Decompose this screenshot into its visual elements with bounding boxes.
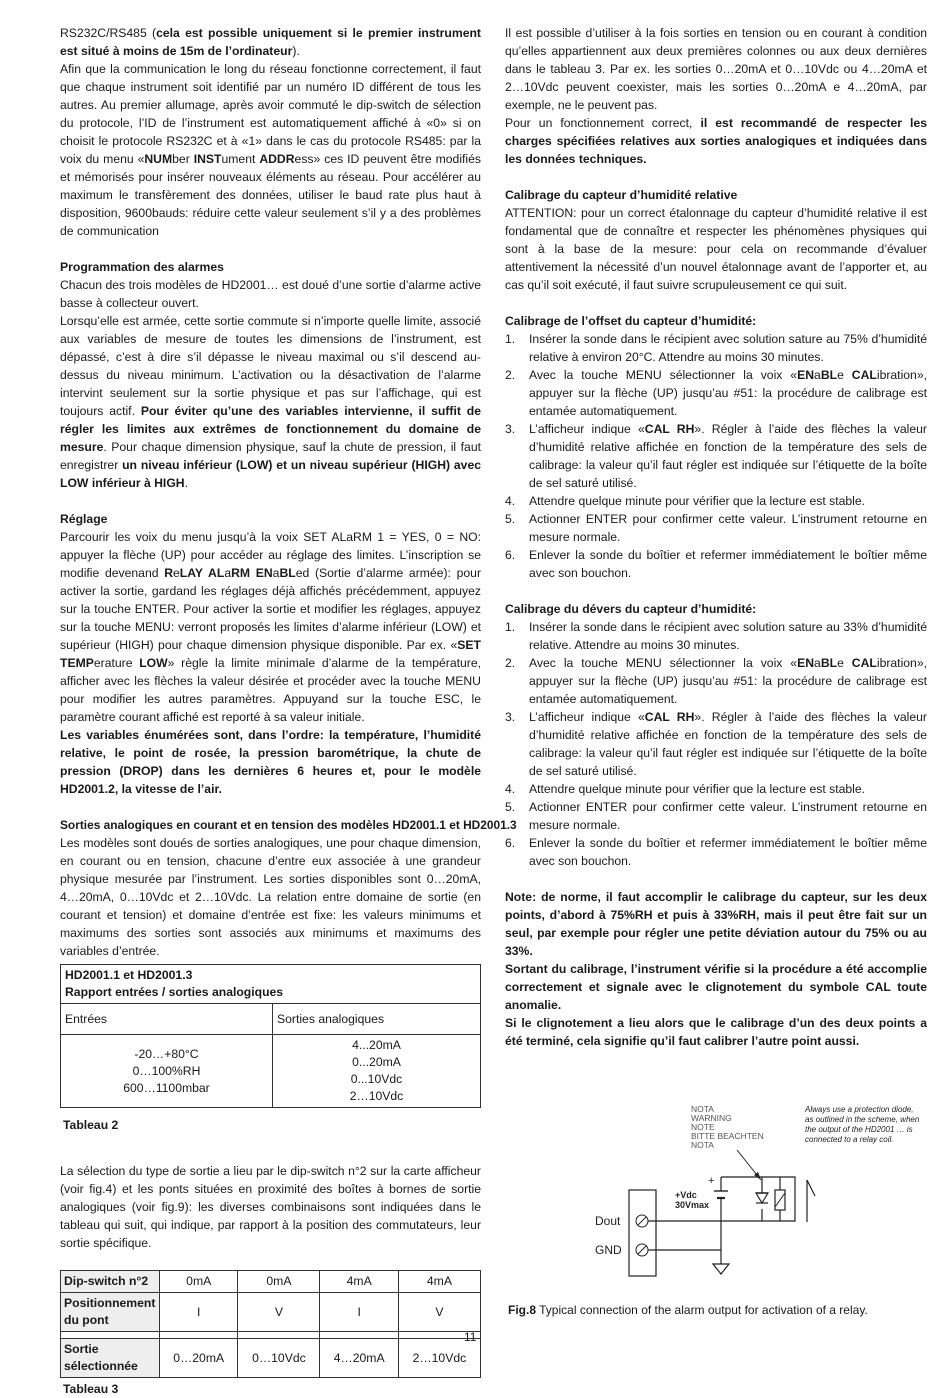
section-heading: Sorties analogiques en courant et en tension des modèles HD2001.1 et HD2001.3 <box>60 818 517 832</box>
paragraph: Afin que la communication le long du réseau fonctionne correctement, il faut que chaque instrument soit identifié par un numéro ID différent de tous les autres. Au premier allumage, après avoir commuté le dip-switch de sélection du protocole, l’ID de l’instrument est automatiquement affiché à «0» si on choisit le protocole RS232C et à «1» dans le cas du protocole RS485: par la voix du menu «NUMber INSTument ADDRess» ces ID peuvent être modifiés et mémorisés pour insérer nouveaux éléments au réseau. Pour accélérer au maximum le transfèrement des données, utiliser le baud rate plus haut à disposition, 9600bauds: réduire cette valeur seulement s’il y a des problèmes de communication <box>60 62 481 238</box>
nota-line: BITTE BEACHTEN <box>691 1131 764 1141</box>
page-number: 11 <box>464 1330 477 1344</box>
table-cell: 0…10Vdc <box>238 1339 320 1378</box>
wiring <box>648 1177 815 1264</box>
nota-line: NOTA <box>691 1104 714 1114</box>
list-item: 3. L’afficheur indique «CAL RH». Régler à l’aide des flèches la valeur d’humidité relative affichée en fonction de la température des sels de calibrage: la valeur qu’il faut régler est indiquée sur l’étiquette de la boîte de sel saturé utilisé. <box>505 710 927 778</box>
terminal-block <box>629 1190 656 1276</box>
offset-steps-list <box>505 330 927 582</box>
section-heading: Calibrage de l’offset du capteur d’humidité: <box>505 314 757 328</box>
paragraph: Lorsqu’elle est armée, cette sortie commute si n’importe quelle limite, associé aux variables de mesure de toutes les dimensions de l’instrument, est dépassé, c’est à dire s’il dépasse le niveau maximal ou s’il descend au-dessus du niveau minimum. L’activation ou la désactivation de l’alarme intervint seulement sur la sortie physique et pas sur l’affichage, qui est toujours actif. Pour éviter qu’une des variables intervienne, il suffit de régler les limites aux extrêmes de fonctionnement du domaine de mesure. Pour chaque dimension physique, sauf la chute de pression, il faut enregistrer un niveau inférieur (LOW) et un niveau supérieur (HIGH) avec LOW inférieur à HIGH. <box>60 314 481 490</box>
list-item: 3. L’afficheur indique «CAL RH». Régler à l’aide des flèches la valeur d’humidité relative affichée en fonction de la température des sels de calibrage: la valeur qu’il faut régler est indiquée sur l’étiquette de la boîte de sel saturé utilisé. <box>505 422 927 490</box>
nota-line: NOTA <box>691 1140 714 1150</box>
figure-caption: Fig.8 Typical connection of the alarm output for activation of a relay. <box>508 1303 868 1317</box>
paragraph: La sélection du type de sortie a lieu par le dip-switch n°2 sur la carte afficheur (voir fig.4) et les ponts situées en proximité des boîtes à bornes de sortie analogiques (voir fig.9): les diverses combinaisons sont indiquées dans le tableau qui suit, qui indique, par rapport à la position des commutateurs, leur sortie spécifique. <box>60 1164 481 1250</box>
list-item: 1. Insérer la sonde dans le récipient avec solution sature au 33% d’humidité relative. Attendre au moins 30 minutes. <box>505 620 927 652</box>
dout-label: Dout <box>595 1214 621 1228</box>
table-cell: 4…20mA <box>320 1339 398 1378</box>
list-item: 5. Actionner ENTER pour confirmer cette valeur. L’instrument retourne en mesure normale. <box>505 800 927 832</box>
table-row-head: Positionnement du pont <box>61 1293 160 1332</box>
table-label: Tableau 3 <box>63 1382 119 1396</box>
table-row-head: Dip-switch n°2 <box>61 1271 160 1293</box>
vdc-label: +Vdc <box>675 1190 697 1200</box>
table-cell: 4mA <box>398 1271 480 1293</box>
warning-line: the output of the HD2001 … is <box>805 1125 913 1134</box>
table-label: Tableau 2 <box>63 1118 119 1132</box>
table-cell: 0mA <box>160 1271 238 1293</box>
ground-icon <box>713 1264 729 1274</box>
right-column <box>505 24 927 1050</box>
table-cell: V <box>238 1293 320 1332</box>
warning-line: connected to a relay coil. <box>805 1135 894 1144</box>
nota-label <box>691 1104 764 1150</box>
table-row-head: Sortie sélectionnée <box>61 1339 160 1378</box>
table-cell: V <box>398 1293 480 1332</box>
paragraph: ATTENTION: pour un correct étalonnage du capteur d’humidité relative il est fondamental que de connaître et respecter les phénomènes physiques qui sont à la base de la mesure: pour cela on recommande d’évaluer attentivement la nécessité d’un nouvel étalonnage avant de l’apporter et, au cas qu’il soit exécuté, il faut suivre scrupuleusement ce qui suit. <box>505 206 927 292</box>
paragraph-bold: Les variables énumérées sont, dans l’ordre: la température, l’humidité relative, le point de rosée, la pression barométrique, la chute de pression (DROP) dans les dernières 6 heures et, pour le modèle HD2001.2, la vitesse de l’air. <box>60 728 481 796</box>
vdc-label: 30Vmax <box>675 1200 710 1210</box>
paragraph: Chacun des trois modèles de HD2001… est doué d’une sortie d’alarme active basse à collecteur ouvert. <box>60 278 481 310</box>
section-heading: Calibrage du dévers du capteur d’humidité: <box>505 602 757 616</box>
table-cell: I <box>160 1293 238 1332</box>
table-cell-inputs: -20…+80°C 0…100%RH 600…1100mbar <box>61 1035 273 1108</box>
table-cell: I <box>320 1293 398 1332</box>
list-item: 4. Attendre quelque minute pour vérifier que la lecture est stable. <box>505 494 866 508</box>
left-column <box>60 24 517 1398</box>
paragraph: Les modèles sont doués de sorties analogiques, une pour chaque dimension, en courant ou en tension, chacune d’entre eux associée à une grandeur physique mesurée par l’instrument. Les sorties disponibles sont 0…20mA, 4…20mA, 0…10Vdc et 2…10Vdc. La relation entre domaine de sortie (en courant et tension) et domaine d’entrée est fixe: les valeurs minimums et maximums des sorties sont associés aux minimums et maximums des variables d’entrée. <box>60 836 481 958</box>
table-2 <box>60 964 481 1108</box>
paragraph: RS232C/RS485 (cela est possible uniquement si le premier instrument est situé à moins de 15m de l’ordinateur). <box>60 26 481 58</box>
table-cell: 0mA <box>238 1271 320 1293</box>
table-cell-outputs: 4...20mA 0...20mA 0...10Vdc 2…10Vdc <box>273 1035 481 1108</box>
devers-steps-list <box>505 618 927 870</box>
table-cell: 2…10Vdc <box>398 1339 480 1378</box>
paragraph: Parcourir les voix du menu jusqu’à la voix SET ALaRM 1 = YES, 0 = NO: appuyer la flèche (UP) pour accéder au réglage des limites. L’inscription se modifie devenand ReLAY ALaRM ENaBLed (Sortie d’alarme armée): pour activer la sortie, gardand les réglages déjà affichés précédemment, appuyez sur la touche ENTER. Pour activer la sortie et modifier les réglages, appuyez sur la touche MENU: verront proposés les limites d’alarme inférieur (LOW) et supérieur (HIGH) pour chaque dimension physique disponible. Par ex. «SET TEMPerature LOW» règle la limite minimale d’alarme de la température, afficher avec les flèches la valeur désirée et procéder avec la touche MENU pour modifier les autres paramètres. Appuyand sur la touche ESC, le paramètre courant affiché est reporté à sa valeur initiale. <box>60 530 482 724</box>
list-item: 2. Avec la touche MENU sélectionner la voix «ENaBLe CALibration», appuyer sur la flèche (UP) jusqu’au #51: la procédure de calibrage est entamée automatiquement. <box>505 368 927 418</box>
nota-line: WARNING <box>691 1113 732 1123</box>
table-3 <box>60 1270 481 1378</box>
relay-wiring-diagram <box>505 1102 935 1292</box>
plus-sign: + <box>708 1175 715 1187</box>
nota-line: NOTE <box>691 1122 715 1132</box>
warning-line: as outlined in the scheme, when <box>805 1115 920 1124</box>
diode-icon <box>756 1193 768 1203</box>
gnd-label: GND <box>595 1243 622 1257</box>
table-header-inputs: Entrées <box>61 1004 273 1035</box>
table-cell: 4mA <box>320 1271 398 1293</box>
warning-line: Always use a protection diode, <box>805 1105 914 1114</box>
list-item: 2. Avec la touche MENU sélectionner la voix «ENaBLe CALibration», appuyer sur la flèche (UP) jusqu’au #51: la procédure de calibrage est entamée automatiquement. <box>505 656 927 706</box>
list-item: 4. Attendre quelque minute pour vérifier que la lecture est stable. <box>505 782 866 796</box>
section-heading: Réglage <box>60 512 108 526</box>
list-item: 6. Enlever la sonde du boîtier et refermer immédiatement le boîtier même avec son bouchon. <box>505 836 927 868</box>
section-heading: Calibrage du capteur d’humidité relative <box>505 188 738 202</box>
note-paragraph: Note: de norme, il faut accomplir le calibrage du capteur, sur les deux points, d’abord à 75%RH et puis à 33%RH, mais il peut être fait sur un seul, par exemple pour régler une petite déviation autour du 75% ou au 33%. <box>505 890 927 958</box>
list-item: 5. Actionner ENTER pour confirmer cette valeur. L’instrument retourne en mesure normale. <box>505 512 927 544</box>
section-heading: Programmation des alarmes <box>60 260 224 274</box>
note-paragraph: Si le clignotement a lieu alors que le calibrage d’un des deux points a été terminé, cela signifie qu’il faut calibrer l’autre point aussi. <box>505 1016 927 1048</box>
note-paragraph: Sortant du calibrage, l’instrument vérifie si la procédure a été accomplie correctement et signale avec le clignotement du symbole CAL toute anomalie. <box>505 962 927 1012</box>
paragraph: Pour un fonctionnement correct, il est recommandé de respecter les charges spécifiées relatives aux sorties analogiques et indiquées dans les données techniques. <box>505 116 927 166</box>
table-cell: 0…20mA <box>160 1339 238 1378</box>
list-item: 6. Enlever la sonde du boîtier et refermer immédiatement le boîtier même avec son bouchon. <box>505 548 927 580</box>
list-item: 1. Insérer la sonde dans le récipient avec solution sature au 75% d’humidité relative à environ 20°C. Attendre au moins 30 minutes. <box>505 332 927 364</box>
table-caption: HD2001.1 et HD2001.3 Rapport entrées / sorties analogiques <box>61 965 481 1004</box>
paragraph: Il est possible d’utiliser à la fois sorties en tension ou en courant à condition qu’elles appartiennent aux deux premières colonnes ou aux deux dernières dans le tableau 3. Par ex. les sorties 0…20mA et 0…10Vdc ou 4…20mA et 2…10Vdc peuvent coexister, mais les sorties 0…20mA e 4…20mA, par exemple, ne le peuvent pas. <box>505 26 927 112</box>
table-header-outputs: Sorties analogiques <box>273 1004 481 1035</box>
warning-note <box>804 1105 920 1144</box>
